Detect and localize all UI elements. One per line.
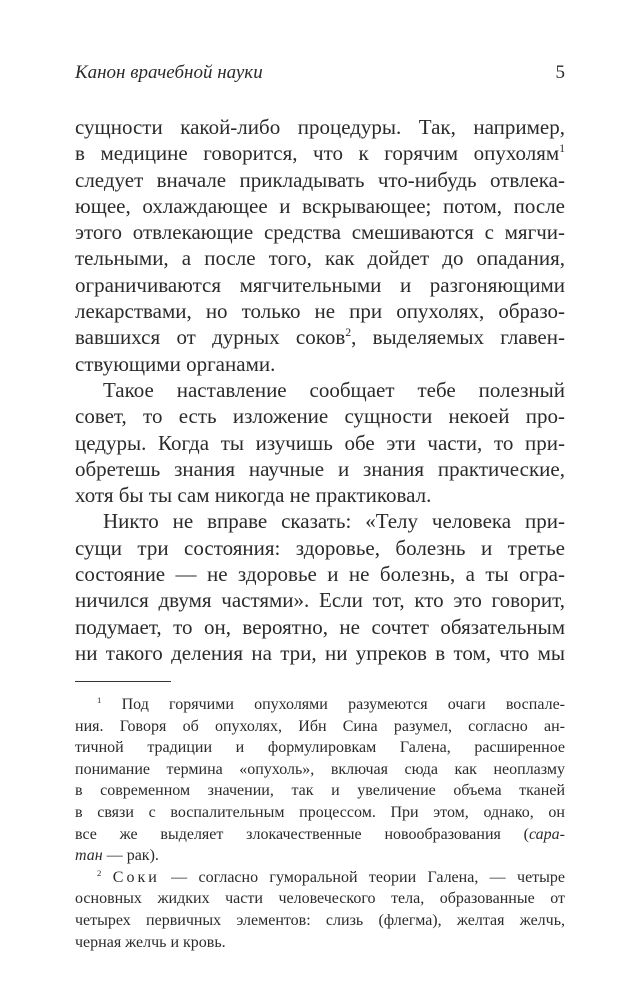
text-segment: ни такого деления на три, ни упреков в том, что мы [75, 640, 565, 665]
body-line [75, 193, 565, 219]
body-line [75, 272, 565, 298]
text-segment: Такое наставление сообщает тебе полезный [103, 377, 565, 402]
text-segment: подумает, то он, вероятно, не сочтет обязательным [75, 614, 565, 639]
footnote-line [75, 888, 565, 910]
text-segment: тичной традиции и формулировкам Галена, расширенное [75, 739, 565, 757]
text-segment: ствующими органами. [75, 351, 276, 376]
body-line [75, 219, 565, 245]
body-line [75, 403, 565, 429]
text-segment: понимание термина «опухоль», включая сюда как неоплазму [75, 760, 565, 778]
footnote-line [75, 867, 565, 889]
footnote-line [75, 780, 565, 802]
text-segment: этого отвлекающие средства смешиваются с мягчи- [75, 220, 565, 245]
text-segment: Под горячими опухолями разумеются очаги воспале- [101, 696, 565, 713]
text-segment: сущи три состояния: здоровье, болезнь и третье [75, 535, 565, 560]
body-line [75, 324, 565, 350]
text-segment: обретешь знания научные и знания практические, [75, 456, 565, 481]
text-segment: лекарствами, но только не при опухолях, образо- [75, 299, 565, 324]
body-line [75, 535, 565, 561]
running-header [75, 62, 565, 88]
body-line [75, 430, 565, 456]
text-segment: основных жидких части человеческого тела, образованные от [75, 890, 565, 908]
footnote-line [75, 932, 565, 954]
footnote-line [75, 845, 565, 867]
text-segment: ния. Говоря об опухолях, Ибн Сина разумел, согласно ан- [75, 717, 565, 735]
text-segment [101, 869, 112, 886]
body-line [75, 167, 565, 193]
text-segment: черная желчь и кровь. [75, 933, 226, 951]
footnote-separator [75, 681, 171, 682]
footnote-line [75, 694, 565, 716]
footnote-marker: 2 [97, 867, 102, 878]
text-segment: хотя бы ты сам никогда не практиковал. [75, 483, 432, 508]
footnote-line [75, 737, 565, 759]
footnote-marker: 1 [559, 143, 565, 156]
body-line [75, 482, 565, 508]
text-segment: Соки [112, 868, 160, 886]
text-segment: в медицине говорится, что к горячим опухолям [75, 141, 560, 166]
body-line [75, 377, 565, 403]
italic-text: сара- [528, 825, 565, 843]
text-segment: сущности какой-либо процедуры. Так, например, [75, 115, 565, 139]
body-line [75, 114, 565, 140]
body-line [75, 614, 565, 640]
text-segment: совет, то есть изложение сущности некоей про- [75, 404, 565, 429]
body-line [75, 640, 565, 666]
running-title: Канон врачебной науки [75, 62, 263, 83]
text-segment: Никто не вправе сказать: «Телу человека при- [103, 509, 565, 534]
text-segment: в связи с воспалительным процессом. При этом, однако, он [75, 803, 565, 821]
text-segment: четырех первичных элементов: слизь (флегма), желтая желчь, [75, 911, 565, 929]
body-line [75, 351, 565, 377]
footnote-line [75, 824, 565, 846]
text-segment: вавшихся от дурных соков [75, 325, 346, 350]
text-segment: в современном значении, так и увеличение объема тканей [75, 782, 565, 800]
text-segment: ограничиваются мягчительными и разгоняющими [75, 272, 565, 297]
body-line [75, 587, 565, 613]
text-segment: состояние — не здоровье и не болезнь, а ты огра- [75, 562, 565, 587]
body-line [75, 298, 565, 324]
text-segment: цедуры. Когда ты изучишь обе эти части, то при- [75, 430, 565, 455]
text-segment: ющее, охлаждающее и вскрывающее; потом, после [75, 193, 565, 218]
text-segment: следует вначале прикладывать что-нибудь отвлека- [75, 167, 565, 192]
footnote-line [75, 910, 565, 932]
text-segment: — согласно гуморальной теории Галена, — четыре [159, 868, 566, 886]
page-number: 5 [555, 62, 565, 83]
italic-text: тан [75, 847, 103, 865]
footnote-marker: 1 [97, 694, 102, 705]
footnote-line [75, 802, 565, 824]
body-line [75, 140, 565, 166]
text-segment: , выделяемых главен- [351, 325, 565, 350]
body-line [75, 245, 565, 271]
body-line [75, 561, 565, 587]
footnote-marker: 2 [345, 327, 352, 340]
footnote-line [75, 716, 565, 738]
body-line [75, 456, 565, 482]
text-segment: — рак). [102, 847, 159, 865]
body-line [75, 508, 565, 534]
footnotes [75, 694, 565, 953]
text-segment: ничился двумя частями». Если тот, кто это говорит, [75, 588, 565, 613]
footnote-line [75, 759, 565, 781]
text-segment: тельными, а после того, как дойдет до опадания, [75, 246, 565, 271]
text-segment: все же выделяет злокачественные новообразования ( [75, 825, 529, 843]
body-text [75, 114, 565, 666]
